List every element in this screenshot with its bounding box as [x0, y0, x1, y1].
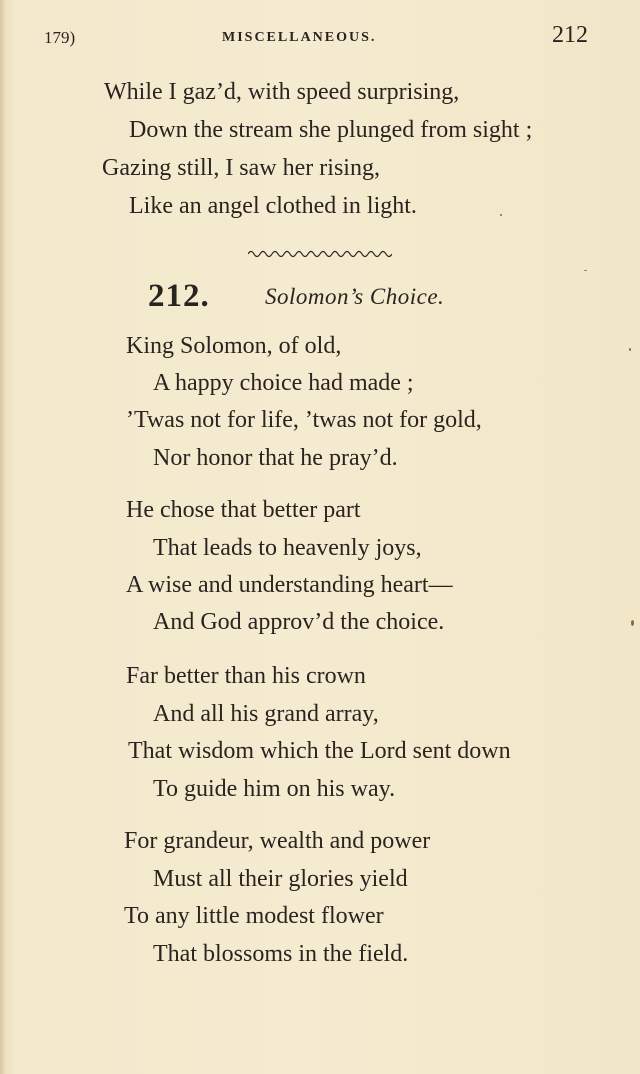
verse-line: For grandeur, wealth and power [124, 828, 431, 854]
verse-line: He chose that better part [126, 497, 361, 523]
verse-line: To guide him on his way. [153, 776, 396, 802]
verse-line: Far better than his crown [126, 663, 366, 689]
page-header [0, 22, 640, 52]
verse-line: Gazing still, I saw her rising, [102, 155, 380, 181]
verse-line: A wise and understanding heart— [126, 572, 453, 598]
verse-line: While I gaz’d, with speed surprising, [104, 79, 460, 105]
verse-line: A happy choice had made ; [153, 370, 414, 396]
verse-line: That blossoms in the field. [153, 941, 409, 967]
paper-speck [500, 214, 502, 216]
paper-speck [584, 270, 587, 271]
verse-line: Must all their glories yield [153, 866, 408, 892]
verse-line: That wisdom which the Lord sent down [128, 738, 511, 764]
verse-line: To any little modest flower [124, 903, 384, 929]
verse-line: Nor honor that he pray’d. [153, 445, 398, 471]
paper-speck [629, 348, 631, 351]
verse-line: ’Twas not for life, ’twas not for gold, [126, 407, 482, 433]
running-title: MISCELLANEOUS. [222, 30, 377, 45]
hymn-title: Solomon’s Choice. [265, 284, 445, 309]
verse-line: And all his grand array, [153, 701, 379, 727]
verse-line: And God approv’d the choice. [153, 609, 445, 635]
wave-ornament [248, 248, 392, 260]
verse-line: That leads to heavenly joys, [153, 535, 422, 561]
verse-line: King Solomon, of old, [126, 333, 342, 359]
verse-line: Down the stream she plunged from sight ; [129, 117, 533, 143]
paper-speck [631, 620, 634, 626]
page-number: 212 [552, 22, 588, 48]
hymn-number: 212. [148, 278, 210, 314]
page-edge-shadow [0, 0, 6, 1074]
page-reference: 179) [44, 28, 76, 47]
verse-line: Like an angel clothed in light. [129, 193, 417, 219]
